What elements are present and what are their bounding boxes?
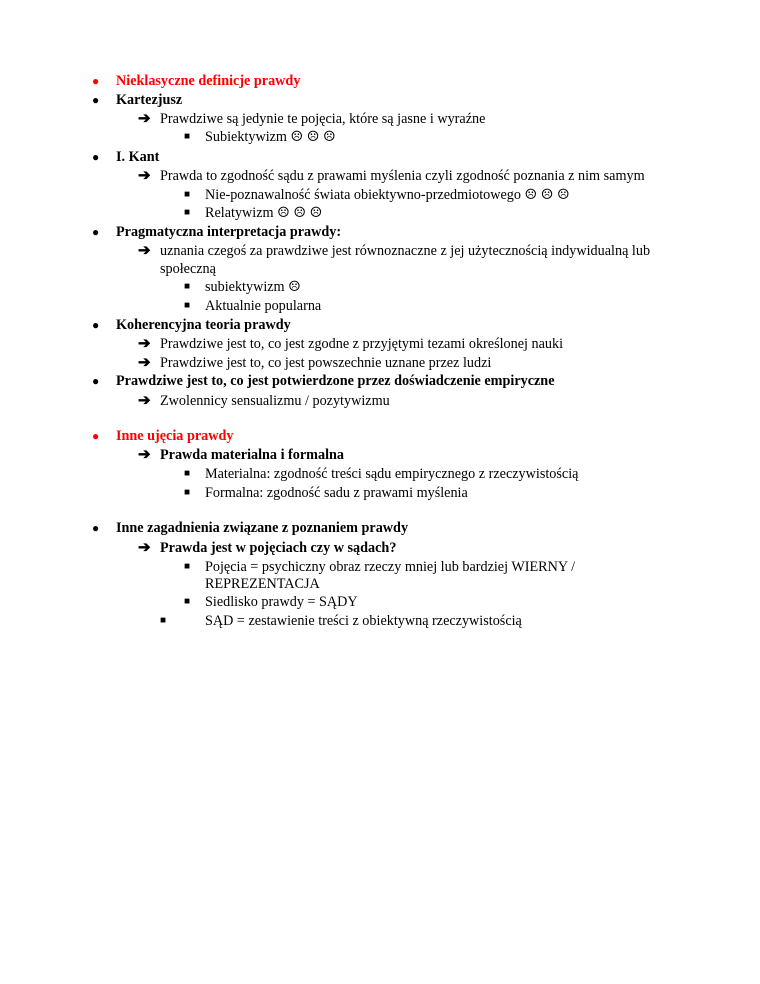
topic-label: I. Kant [116, 149, 160, 165]
list-item: Prawdziwe jest to, co jest powszechnie uznane przez ludzi [160, 355, 492, 371]
list-item-continuation: społeczną [160, 261, 216, 277]
bullet-icon: ● [92, 74, 100, 88]
list-item: Formalna: zgodność sadu z prawami myślenia [205, 485, 468, 501]
list-item: Materialna: zgodność treści sądu empirycznego z rzeczywistością [205, 466, 579, 482]
topic-label: Pragmatyczna interpretacja prawdy: [116, 224, 342, 240]
bullet-icon: ● [92, 318, 100, 332]
square-bullet-icon: ■ [184, 468, 191, 479]
arrow-icon: ➔ [138, 168, 151, 184]
arrow-icon: ➔ [138, 336, 151, 352]
bullet-icon: ● [92, 150, 100, 164]
square-bullet-icon: ■ [184, 131, 191, 142]
arrow-icon: ➔ [138, 243, 151, 259]
list-item-continuation: REPREZENTACJA [205, 576, 320, 592]
list-item: Prawda materialna i formalna [160, 447, 345, 463]
list-item: Aktualnie popularna [205, 298, 322, 314]
square-bullet-icon: ■ [184, 487, 191, 498]
list-item: Prawdziwe są jedynie te pojęcia, które są jasne i wyraźne [160, 111, 486, 127]
topic-label: Prawdziwe jest to, co jest potwierdzone przez doświadczenie empiryczne [116, 373, 555, 389]
list-item: Subiektywizm ☹ ☹ ☹ [205, 129, 336, 145]
square-bullet-icon: ■ [184, 189, 191, 200]
list-item: Prawda to zgodność sądu z prawami myślenia czyli zgodność poznania z nim samym [160, 168, 645, 184]
list-item: Zwolennicy sensualizmu / pozytywizmu [160, 393, 390, 409]
arrow-icon: ➔ [138, 355, 151, 371]
square-bullet-icon: ■ [184, 561, 191, 572]
square-bullet-icon: ■ [184, 281, 191, 292]
list-item: Relatywizm ☹ ☹ ☹ [205, 205, 323, 221]
section-title: Inne ujęcia prawdy [116, 428, 234, 444]
square-bullet-icon: ■ [184, 300, 191, 311]
list-item: Siedlisko prawdy = SĄDY [205, 594, 358, 610]
topic-label: Koherencyjna teoria prawdy [116, 317, 291, 333]
square-bullet-icon: ■ [160, 615, 167, 626]
bullet-icon: ● [92, 521, 100, 535]
bullet-icon: ● [92, 374, 100, 388]
bullet-icon: ● [92, 93, 100, 107]
section-title: Nieklasyczne definicje prawdy [116, 73, 301, 89]
section-title: Inne zagadnienia związane z poznaniem prawdy [116, 520, 409, 536]
arrow-icon: ➔ [138, 447, 151, 463]
square-bullet-icon: ■ [184, 596, 191, 607]
bullet-icon: ● [92, 225, 100, 239]
list-item: Prawdziwe jest to, co jest zgodne z przyjętymi tezami określonej nauki [160, 336, 564, 352]
list-item: subiektywizm ☹ [205, 279, 301, 295]
list-item: Pojęcia = psychiczny obraz rzeczy mniej lub bardziej WIERNY / [205, 559, 576, 575]
list-item: Prawda jest w pojęciach czy w sądach? [160, 540, 397, 556]
list-item: SĄD = zestawienie treści z obiektywną rzeczywistością [205, 613, 522, 629]
list-item: Nie-poznawalność świata obiektywno-przedmiotowego ☹ ☹ ☹ [205, 187, 570, 203]
bullet-icon: ● [92, 429, 100, 443]
topic-label: Kartezjusz [116, 92, 183, 108]
arrow-icon: ➔ [138, 393, 151, 409]
arrow-icon: ➔ [138, 111, 151, 127]
arrow-icon: ➔ [138, 540, 151, 556]
square-bullet-icon: ■ [184, 207, 191, 218]
list-item: uznania czegoś za prawdziwe jest równoznaczne z jej użytecznością indywidualną lub [160, 243, 651, 259]
